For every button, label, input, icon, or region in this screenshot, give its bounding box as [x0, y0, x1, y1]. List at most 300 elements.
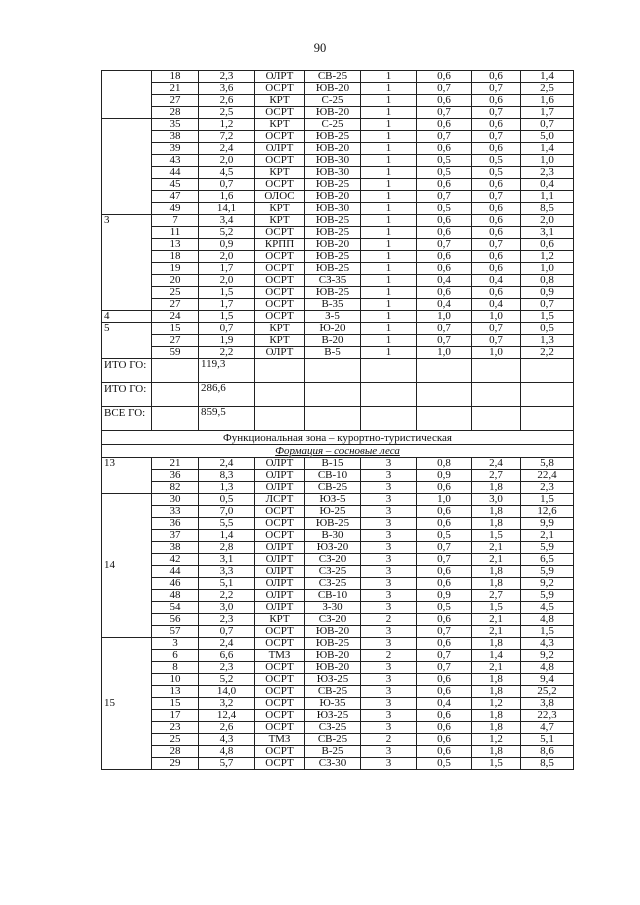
- table-body-bottom: [102, 458, 574, 770]
- data-cell: 11: [152, 227, 199, 239]
- data-cell: 3: [361, 710, 417, 722]
- data-cell: 5,7: [199, 758, 255, 770]
- data-cell: ЛСРТ: [255, 494, 305, 506]
- data-cell: СЗ-20: [305, 554, 361, 566]
- data-cell: ЮВ-30: [305, 167, 361, 179]
- data-cell: 1,4: [521, 71, 574, 83]
- data-cell: 17: [152, 710, 199, 722]
- data-cell: 0,7: [417, 662, 472, 674]
- data-cell: В-20: [305, 335, 361, 347]
- formation-title: Формация – сосновые леса: [102, 445, 574, 458]
- data-cell: 1: [361, 275, 417, 287]
- data-cell: 1,0: [417, 347, 472, 359]
- table-row: [102, 263, 574, 275]
- data-cell: 14,0: [199, 686, 255, 698]
- data-cell: ОСРТ: [255, 530, 305, 542]
- data-cell: 0,6: [417, 119, 472, 131]
- data-cell: КРТ: [255, 167, 305, 179]
- data-cell: ОСРТ: [255, 131, 305, 143]
- table-row: [102, 650, 574, 662]
- table-row: [102, 251, 574, 263]
- data-cell: 25,2: [521, 686, 574, 698]
- data-cell: 2,1: [521, 530, 574, 542]
- data-cell: 47: [152, 191, 199, 203]
- data-cell: ЮВ-25: [305, 227, 361, 239]
- data-cell: ОЛРТ: [255, 458, 305, 470]
- data-cell: 2,3: [199, 614, 255, 626]
- data-cell: 33: [152, 506, 199, 518]
- data-cell: 2,4: [472, 458, 521, 470]
- data-cell: 0,6: [417, 614, 472, 626]
- data-cell: 1,2: [472, 698, 521, 710]
- data-cell: 1,9: [199, 335, 255, 347]
- data-cell: 0,5: [417, 203, 472, 215]
- data-cell: 0,6: [417, 710, 472, 722]
- data-cell: ОСРТ: [255, 299, 305, 311]
- data-cell: 3: [361, 458, 417, 470]
- data-cell: ОЛРТ: [255, 578, 305, 590]
- data-cell: 0,6: [417, 722, 472, 734]
- data-cell: 1,0: [472, 311, 521, 323]
- data-cell: 1,2: [472, 734, 521, 746]
- data-cell: ОЛРТ: [255, 602, 305, 614]
- table-row: [102, 686, 574, 698]
- data-cell: 10: [152, 674, 199, 686]
- data-cell: 0,6: [472, 95, 521, 107]
- data-cell: 8,5: [521, 758, 574, 770]
- table-row: [102, 734, 574, 746]
- data-cell: 3: [361, 554, 417, 566]
- data-cell: 1,0: [417, 494, 472, 506]
- data-cell: 57: [152, 626, 199, 638]
- total-empty-cell: [255, 407, 305, 431]
- data-cell: 5,9: [521, 542, 574, 554]
- data-cell: 1: [361, 299, 417, 311]
- data-cell: ОСРТ: [255, 722, 305, 734]
- quarter-cell: [102, 71, 152, 119]
- data-cell: 1,8: [472, 566, 521, 578]
- data-cell: 48: [152, 590, 199, 602]
- data-cell: 2: [361, 734, 417, 746]
- data-cell: ОСРТ: [255, 251, 305, 263]
- data-cell: 0,7: [417, 131, 472, 143]
- total-empty-cell: [361, 407, 417, 431]
- data-cell: ЮВ-25: [305, 179, 361, 191]
- data-cell: ОСРТ: [255, 275, 305, 287]
- data-cell: 15: [152, 698, 199, 710]
- data-cell: 3: [361, 542, 417, 554]
- data-cell: 6,6: [199, 650, 255, 662]
- table-row: [102, 167, 574, 179]
- data-cell: ОСРТ: [255, 638, 305, 650]
- data-cell: 2,0: [199, 155, 255, 167]
- page-number: 90: [313, 41, 327, 55]
- data-cell: 0,7: [472, 335, 521, 347]
- data-cell: 7: [152, 215, 199, 227]
- data-cell: 2,1: [472, 554, 521, 566]
- table-row: [102, 722, 574, 734]
- data-cell: 5,2: [199, 227, 255, 239]
- data-cell: ЮВ-20: [305, 143, 361, 155]
- data-cell: ЮВ-20: [305, 191, 361, 203]
- data-cell: 4,8: [199, 746, 255, 758]
- data-cell: 27: [152, 299, 199, 311]
- data-cell: В-30: [305, 530, 361, 542]
- total-empty-cell: [521, 383, 574, 407]
- data-cell: 1,4: [521, 143, 574, 155]
- table-row: [102, 311, 574, 323]
- data-cell: ОСРТ: [255, 179, 305, 191]
- data-cell: 3: [361, 674, 417, 686]
- data-cell: 4,8: [521, 662, 574, 674]
- data-cell: 24: [152, 311, 199, 323]
- data-cell: 1,2: [521, 251, 574, 263]
- data-cell: 9,9: [521, 518, 574, 530]
- quarter-cell: 15: [102, 638, 152, 770]
- table-row: [102, 554, 574, 566]
- data-cell: 0,4: [472, 299, 521, 311]
- total-label: ИТО ГО:: [102, 359, 152, 383]
- data-cell: 3: [361, 530, 417, 542]
- data-cell: КРТ: [255, 335, 305, 347]
- table-row: [102, 335, 574, 347]
- data-cell: 0,5: [472, 167, 521, 179]
- data-cell: ЮВ-20: [305, 107, 361, 119]
- data-cell: ОСРТ: [255, 626, 305, 638]
- data-cell: 2,1: [472, 542, 521, 554]
- data-cell: 8,5: [521, 203, 574, 215]
- table-row: [102, 506, 574, 518]
- total-empty-cell: [255, 383, 305, 407]
- total-empty-cell: [521, 407, 574, 431]
- data-cell: 0,9: [521, 287, 574, 299]
- data-cell: 0,6: [417, 263, 472, 275]
- data-cell: ЮВ-20: [305, 650, 361, 662]
- table-row: [102, 578, 574, 590]
- data-cell: КРТ: [255, 95, 305, 107]
- table-row: [102, 83, 574, 95]
- data-cell: 8: [152, 662, 199, 674]
- total-empty-cell: [152, 383, 199, 407]
- quarter-cell: 5: [102, 323, 152, 359]
- data-cell: 0,7: [199, 626, 255, 638]
- table-row: [102, 275, 574, 287]
- data-cell: 0,4: [417, 698, 472, 710]
- data-cell: 0,9: [417, 590, 472, 602]
- table-row: [102, 626, 574, 638]
- data-cell: 1,8: [472, 578, 521, 590]
- table-row: [102, 482, 574, 494]
- data-cell: 0,6: [417, 251, 472, 263]
- data-cell: 3,0: [472, 494, 521, 506]
- data-cell: 1: [361, 347, 417, 359]
- data-cell: В-5: [305, 347, 361, 359]
- data-cell: 2,5: [199, 107, 255, 119]
- data-cell: СВ-25: [305, 71, 361, 83]
- data-cell: ЮВ-30: [305, 155, 361, 167]
- data-cell: 3,4: [199, 215, 255, 227]
- data-cell: 4,3: [521, 638, 574, 650]
- data-cell: 8,3: [199, 470, 255, 482]
- data-cell: 0,6: [417, 179, 472, 191]
- data-cell: 0,7: [417, 554, 472, 566]
- data-cell: 2,0: [199, 251, 255, 263]
- data-cell: 1,5: [521, 311, 574, 323]
- data-cell: 0,5: [417, 530, 472, 542]
- data-cell: КРТ: [255, 203, 305, 215]
- data-cell: 7,2: [199, 131, 255, 143]
- table-row: [102, 179, 574, 191]
- table-row: [102, 95, 574, 107]
- data-cell: 2,2: [199, 347, 255, 359]
- table-row: [102, 518, 574, 530]
- data-cell: 6,5: [521, 554, 574, 566]
- data-cell: 1,5: [472, 758, 521, 770]
- data-cell: В-15: [305, 458, 361, 470]
- data-cell: КРТ: [255, 614, 305, 626]
- total-empty-cell: [152, 359, 199, 383]
- data-cell: 0,7: [417, 542, 472, 554]
- data-cell: ОЛРТ: [255, 554, 305, 566]
- data-cell: 0,6: [417, 674, 472, 686]
- data-cell: 1,8: [472, 518, 521, 530]
- data-cell: 0,6: [417, 638, 472, 650]
- data-cell: 18: [152, 251, 199, 263]
- data-cell: 0,4: [417, 275, 472, 287]
- data-cell: 5,2: [199, 674, 255, 686]
- data-cell: ОЛРТ: [255, 482, 305, 494]
- data-cell: 1,7: [199, 263, 255, 275]
- table-row: [102, 227, 574, 239]
- table-body-top: [102, 71, 574, 359]
- data-cell: СЗ-20: [305, 614, 361, 626]
- data-cell: 0,7: [417, 323, 472, 335]
- data-cell: ЮВ-30: [305, 203, 361, 215]
- total-empty-cell: [472, 359, 521, 383]
- data-cell: 27: [152, 95, 199, 107]
- table-row: [102, 494, 574, 506]
- data-cell: 25: [152, 734, 199, 746]
- total-empty-cell: [472, 383, 521, 407]
- data-cell: 1: [361, 251, 417, 263]
- data-cell: З-5: [305, 311, 361, 323]
- table-row: [102, 203, 574, 215]
- data-cell: 3,0: [199, 602, 255, 614]
- data-cell: 0,4: [521, 179, 574, 191]
- data-cell: ЮВ-25: [305, 251, 361, 263]
- data-cell: 1,3: [521, 335, 574, 347]
- total-empty-cell: [521, 359, 574, 383]
- data-cell: ЮВ-25: [305, 518, 361, 530]
- data-cell: 0,7: [199, 323, 255, 335]
- data-cell: 0,6: [417, 686, 472, 698]
- data-cell: 29: [152, 758, 199, 770]
- total-empty-cell: [305, 359, 361, 383]
- data-cell: 0,6: [472, 203, 521, 215]
- data-cell: 1,0: [417, 311, 472, 323]
- data-cell: 0,5: [417, 167, 472, 179]
- data-cell: 0,5: [199, 494, 255, 506]
- data-cell: 2,5: [521, 83, 574, 95]
- total-row: [102, 407, 574, 431]
- data-cell: 3,1: [521, 227, 574, 239]
- data-cell: 3: [361, 638, 417, 650]
- data-cell: 0,6: [472, 263, 521, 275]
- data-cell: 5,0: [521, 131, 574, 143]
- table-row: [102, 674, 574, 686]
- data-cell: 0,6: [417, 227, 472, 239]
- data-cell: ОСРТ: [255, 107, 305, 119]
- data-cell: 0,6: [417, 482, 472, 494]
- data-cell: 3,8: [521, 698, 574, 710]
- data-cell: ЮЗ-20: [305, 542, 361, 554]
- data-cell: 3: [361, 470, 417, 482]
- data-cell: ОСРТ: [255, 263, 305, 275]
- data-cell: 0,6: [472, 179, 521, 191]
- table-row: [102, 323, 574, 335]
- data-cell: 1,8: [472, 686, 521, 698]
- data-cell: 1: [361, 71, 417, 83]
- data-cell: 18: [152, 71, 199, 83]
- data-cell: С-25: [305, 119, 361, 131]
- data-cell: ТМЗ: [255, 734, 305, 746]
- total-empty-cell: [152, 407, 199, 431]
- data-cell: 0,7: [472, 239, 521, 251]
- data-cell: 0,7: [417, 191, 472, 203]
- total-value: 286,6: [199, 383, 255, 407]
- data-cell: 1,8: [472, 710, 521, 722]
- data-cell: ОЛРТ: [255, 347, 305, 359]
- data-cell: 2,4: [199, 143, 255, 155]
- data-cell: 0,7: [417, 83, 472, 95]
- data-cell: 0,7: [417, 626, 472, 638]
- data-cell: 1: [361, 215, 417, 227]
- data-cell: 1: [361, 95, 417, 107]
- data-cell: 2,0: [199, 275, 255, 287]
- data-cell: 5,8: [521, 458, 574, 470]
- data-cell: 22,3: [521, 710, 574, 722]
- data-cell: 0,5: [521, 323, 574, 335]
- data-cell: ОСРТ: [255, 311, 305, 323]
- data-cell: ОСРТ: [255, 155, 305, 167]
- data-cell: 9,2: [521, 578, 574, 590]
- data-cell: 3: [361, 722, 417, 734]
- table-row: [102, 347, 574, 359]
- data-cell: 0,6: [472, 227, 521, 239]
- data-cell: 3: [361, 566, 417, 578]
- data-cell: СЗ-25: [305, 722, 361, 734]
- data-cell: 0,7: [417, 650, 472, 662]
- data-cell: З-30: [305, 602, 361, 614]
- data-cell: 1: [361, 263, 417, 275]
- data-cell: 1: [361, 323, 417, 335]
- data-cell: 0,6: [417, 566, 472, 578]
- table-row: [102, 602, 574, 614]
- data-cell: 3,6: [199, 83, 255, 95]
- table-row: [102, 614, 574, 626]
- data-cell: СВ-10: [305, 470, 361, 482]
- total-empty-cell: [417, 383, 472, 407]
- total-label: ВСЕ ГО:: [102, 407, 152, 431]
- quarter-cell: 14: [102, 494, 152, 638]
- data-cell: 3: [361, 746, 417, 758]
- data-cell: 1,6: [199, 191, 255, 203]
- data-cell: 0,7: [417, 107, 472, 119]
- total-value: 119,3: [199, 359, 255, 383]
- data-cell: 35: [152, 119, 199, 131]
- data-cell: 0,7: [417, 239, 472, 251]
- data-cell: 0,8: [417, 458, 472, 470]
- total-empty-cell: [255, 359, 305, 383]
- data-cell: 0,6: [417, 734, 472, 746]
- data-cell: 1,5: [199, 287, 255, 299]
- data-cell: ЮЗ-25: [305, 710, 361, 722]
- data-cell: 1: [361, 131, 417, 143]
- data-cell: 3: [361, 518, 417, 530]
- table-row: [102, 710, 574, 722]
- data-cell: 19: [152, 263, 199, 275]
- forest-table: [101, 70, 574, 770]
- data-cell: 5,5: [199, 518, 255, 530]
- data-cell: 3,3: [199, 566, 255, 578]
- data-cell: КРТ: [255, 323, 305, 335]
- data-cell: СЗ-25: [305, 578, 361, 590]
- data-cell: 0,5: [472, 155, 521, 167]
- data-cell: 1,0: [521, 263, 574, 275]
- data-cell: 39: [152, 143, 199, 155]
- data-cell: 1,4: [472, 650, 521, 662]
- data-cell: 0,5: [417, 155, 472, 167]
- data-cell: КРТ: [255, 215, 305, 227]
- data-cell: 2,2: [521, 347, 574, 359]
- total-empty-cell: [305, 383, 361, 407]
- data-cell: 3: [361, 506, 417, 518]
- table-row: [102, 155, 574, 167]
- data-cell: 3: [361, 590, 417, 602]
- table-row: [102, 299, 574, 311]
- data-cell: 23: [152, 722, 199, 734]
- data-cell: 1: [361, 119, 417, 131]
- data-cell: 0,7: [472, 131, 521, 143]
- data-cell: 44: [152, 167, 199, 179]
- table-row: [102, 746, 574, 758]
- data-cell: 1,1: [521, 191, 574, 203]
- data-cell: СВ-25: [305, 734, 361, 746]
- data-cell: ОСРТ: [255, 506, 305, 518]
- data-cell: ОЛРТ: [255, 542, 305, 554]
- data-cell: 4,7: [521, 722, 574, 734]
- data-cell: 5,1: [199, 578, 255, 590]
- data-cell: 4,3: [199, 734, 255, 746]
- data-cell: 0,6: [472, 119, 521, 131]
- data-cell: 0,7: [199, 179, 255, 191]
- table-row: [102, 71, 574, 83]
- data-cell: 0,7: [472, 107, 521, 119]
- data-cell: Ю-35: [305, 698, 361, 710]
- data-cell: 45: [152, 179, 199, 191]
- data-cell: 15: [152, 323, 199, 335]
- data-cell: 0,6: [472, 251, 521, 263]
- total-empty-cell: [417, 407, 472, 431]
- data-cell: ОСРТ: [255, 518, 305, 530]
- data-cell: ОСРТ: [255, 83, 305, 95]
- data-cell: 2,7: [472, 470, 521, 482]
- data-cell: 1,0: [521, 155, 574, 167]
- data-cell: 5,1: [521, 734, 574, 746]
- data-cell: ОЛРТ: [255, 143, 305, 155]
- data-cell: 3,2: [199, 698, 255, 710]
- table-row: [102, 662, 574, 674]
